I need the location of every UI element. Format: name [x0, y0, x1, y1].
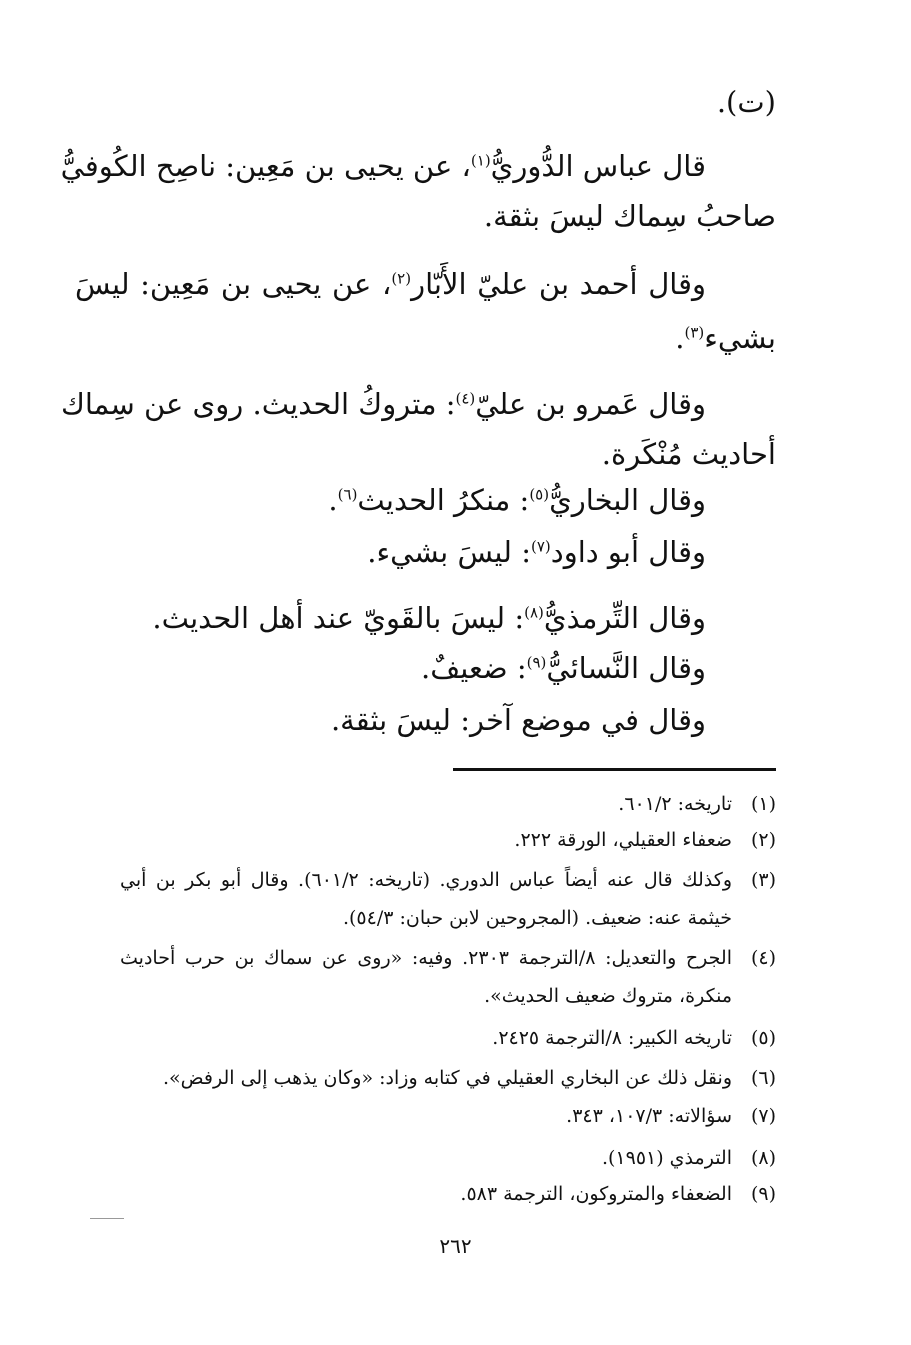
footnote: (١)تاريخه: ٦٠١/٢. — [618, 793, 776, 815]
paragraph-line: قال عباس الدُّوريُّ$^{(١)}$، عن يحيى بن مَعِين: ناصِح الكُوفيُّ — [60, 149, 706, 183]
footnote-ref: (٣) — [684, 323, 705, 342]
footnote-ref: (٨) — [524, 603, 544, 622]
footnote-ref: (٤) — [455, 389, 476, 408]
paragraph-line: بشيء$^{(٣)}$. — [675, 321, 776, 355]
footnote: (٨)الترمذي (١٩٥١). — [601, 1147, 776, 1169]
footnote-ref: (٥) — [529, 485, 550, 504]
paragraph-line: وقال في موضع آخر: ليسَ بثقة. — [330, 703, 706, 737]
paragraph-line: وقال أبو داود$^{(٧)}$: ليسَ بشيء. — [367, 535, 706, 569]
footnote: (٣)وكذلك قال عنه أيضاً عباس الدوري. (تاريخه: ٦٠١/٢). وقال أبو بكر بن أبي — [120, 869, 776, 891]
footnote: (٢)ضعفاء العقيلي، الورقة ٢٢٢. — [514, 829, 776, 851]
paragraph-line: وقال عَمرو بن عليّ$^{(٤)}$: متروكُ الحديث. روى عن سِماك — [60, 387, 706, 421]
scan-smudge — [90, 1218, 124, 1219]
paragraph-line: وقال التِّرمذيُّ$^{(٨)}$: ليسَ بالقَويّ عند أهل الحديث. — [152, 601, 706, 635]
footnote-ref: (٧) — [531, 537, 551, 556]
footnote: (٥)تاريخه الكبير: ٨/الترجمة ٢٤٢٥. — [492, 1027, 776, 1049]
footnote: (٤)الجرح والتعديل: ٨/الترجمة ٢٣٠٣. وفيه: «روى عن سماك بن حرب أحاديث — [120, 947, 776, 969]
paragraph-line: وقال أحمد بن عليّ الأَبّار$^{(٢)}$، عن يحيى بن مَعِين: ليسَ — [75, 267, 706, 301]
paragraph-line: أحاديث مُنْكَرة. — [601, 437, 776, 471]
footnote: (٩)الضعفاء والمتروكون، الترجمة ٥٨٣. — [460, 1183, 776, 1205]
footnote-continuation: منكرة، متروك ضعيف الحديث». — [484, 985, 732, 1007]
footnote-separator — [453, 768, 776, 771]
paragraph-line: وقال البخاريُّ$^{(٥)}$: منكرُ الحديث$^{(٦)}$. — [328, 483, 706, 517]
text-line: (ت). — [716, 85, 776, 119]
footnote-ref: (٦) — [337, 485, 358, 504]
footnote-ref: (١) — [470, 151, 491, 170]
footnote-continuation: خيثمة عنه: ضعيف. (المجروحين لابن حبان: ٥٤/٣). — [342, 907, 732, 929]
paragraph-line: وقال النَّسائيُّ$^{(٩)}$: ضعيفٌ. — [421, 651, 706, 685]
footnote-ref: (٩) — [526, 653, 547, 672]
footnote-ref: (٢) — [391, 269, 412, 288]
footnote: (٦)ونقل ذلك عن البخاري العقيلي في كتابه وزاد: «وكان يذهب إلى الرفض». — [162, 1067, 776, 1089]
paragraph-line: صاحبُ سِماك ليسَ بثقة. — [483, 199, 776, 233]
page-number: ٢٦٢ — [439, 1234, 472, 1258]
footnote: (٧)سؤالاته: ١٠٧/٣، ٣٤٣. — [566, 1105, 776, 1127]
